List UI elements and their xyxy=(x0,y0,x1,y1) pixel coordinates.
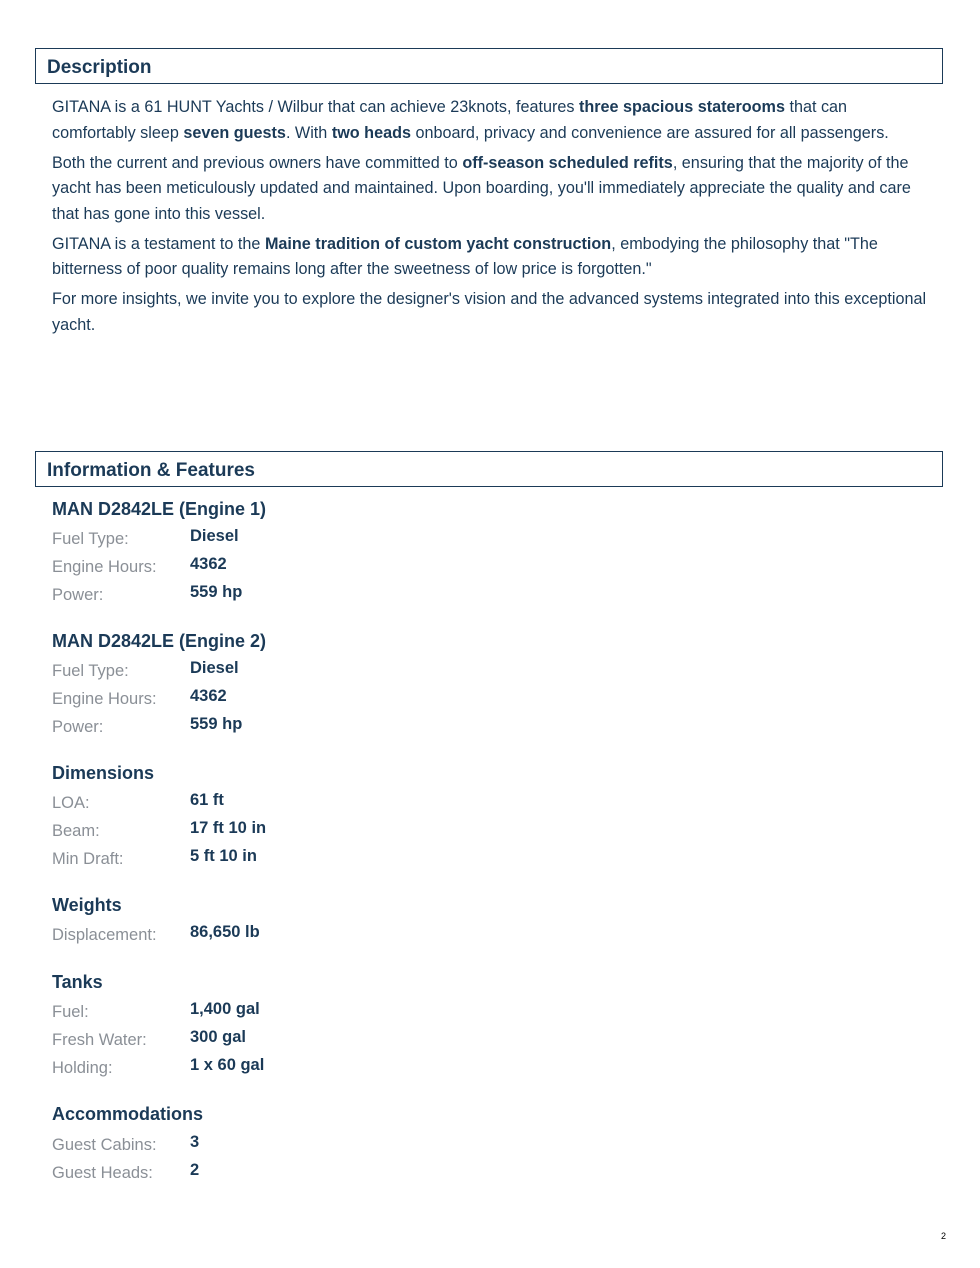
spec-value: 559 hp xyxy=(190,715,243,733)
accommodations-cabins-row xyxy=(52,1133,552,1161)
description-body xyxy=(52,95,932,343)
engine1-fuel-row xyxy=(52,527,552,555)
description-header xyxy=(35,48,943,84)
weights-displacement-row xyxy=(52,923,552,951)
spec-value: 4362 xyxy=(190,555,227,573)
spec-label: Engine Hours: xyxy=(52,558,157,576)
engine1-hours-row xyxy=(52,555,552,583)
text-run: GITANA is a testament to the xyxy=(52,234,265,253)
engine1-power-row xyxy=(52,583,552,611)
spec-value: 2 xyxy=(190,1161,200,1179)
dimensions-title: Dimensions xyxy=(52,763,155,783)
highlight-guests: seven guests xyxy=(183,123,286,142)
spec-label: LOA: xyxy=(52,794,90,812)
spec-value: Diesel xyxy=(190,659,239,677)
dimensions-loa-row xyxy=(52,791,552,819)
highlight-refits: off-season scheduled refits xyxy=(462,153,673,172)
text-run: Both the current and previous owners have committed to xyxy=(52,153,463,172)
weights-title: Weights xyxy=(52,895,122,915)
spec-label: Power: xyxy=(52,586,104,604)
page-number: 2 xyxy=(941,1231,947,1241)
text-run: GITANA is a 61 HUNT Yachts / Wilbur that can achieve 23knots, features xyxy=(52,98,579,116)
text-run: . With xyxy=(285,123,332,142)
tanks-holding-row xyxy=(52,1056,552,1084)
description-paragraph-1 xyxy=(52,95,932,146)
text-run: , embodying the philosophy that "The bitterness of poor quality remains long after the sweetness of low price is forgotten." xyxy=(52,234,878,278)
spec-label: Fresh Water: xyxy=(52,1031,147,1049)
description-paragraph-2 xyxy=(52,151,932,228)
tanks-water-row xyxy=(52,1028,552,1056)
spec-value: 86,650 lb xyxy=(190,923,260,941)
highlight-tradition: Maine tradition of custom yacht construction xyxy=(264,234,612,253)
spec-label: Min Draft: xyxy=(52,850,124,868)
spec-label: Beam: xyxy=(52,822,100,840)
spec-label: Guest Cabins: xyxy=(52,1136,157,1154)
dimensions-beam-row xyxy=(52,819,552,847)
highlight-heads: two heads xyxy=(331,123,411,142)
spec-value: 559 hp xyxy=(190,583,243,601)
spec-value: Diesel xyxy=(190,527,239,545)
spec-value: 1,400 gal xyxy=(190,1000,260,1018)
spec-label: Guest Heads: xyxy=(52,1164,153,1182)
spec-label: Fuel Type: xyxy=(52,530,129,548)
tanks-fuel-row xyxy=(52,1000,552,1028)
spec-value: 3 xyxy=(190,1133,200,1151)
accommodations-title: Accommodations xyxy=(52,1104,204,1124)
spec-value: 17 ft 10 in xyxy=(190,819,267,837)
spec-label: Fuel: xyxy=(52,1003,89,1021)
spec-label: Displacement: xyxy=(52,926,157,944)
description-title: Description xyxy=(47,57,152,78)
spec-label: Fuel Type: xyxy=(52,662,129,680)
spec-value: 4362 xyxy=(190,687,227,705)
text-run: , ensuring that the majority of the yacht has been meticulously updated and maintained. Upon boarding, you'll immediately appreciate the quality and care that has gone into this vessel. xyxy=(52,153,911,223)
spec-label: Engine Hours: xyxy=(52,690,157,708)
tanks-title: Tanks xyxy=(52,972,103,992)
info-header xyxy=(35,451,943,487)
description-paragraph-4: For more insights, we invite you to explore the designer's vision and the advanced systems integrated into this exceptional yacht. xyxy=(52,290,927,334)
engine2-fuel-row xyxy=(52,659,552,687)
engine1-title: MAN D2842LE (Engine 1) xyxy=(52,499,267,519)
info-title: Information & Features xyxy=(47,460,255,481)
accommodations-heads-row xyxy=(52,1161,552,1189)
spec-value: 61 ft xyxy=(190,791,224,809)
spec-value: 300 gal xyxy=(190,1028,246,1046)
text-run: that can comfortably sleep xyxy=(52,98,848,142)
highlight-staterooms: three spacious staterooms xyxy=(578,98,785,116)
text-run: onboard, privacy and convenience are assured for all passengers. xyxy=(410,123,889,142)
engine2-hours-row xyxy=(52,687,552,715)
spec-value: 5 ft 10 in xyxy=(190,847,257,865)
engine2-power-row xyxy=(52,715,552,743)
spec-value: 1 x 60 gal xyxy=(190,1056,265,1074)
spec-label: Holding: xyxy=(52,1059,113,1077)
description-paragraph-3 xyxy=(52,232,932,283)
dimensions-draft-row xyxy=(52,847,552,875)
engine2-title: MAN D2842LE (Engine 2) xyxy=(52,631,267,651)
spec-label: Power: xyxy=(52,718,104,736)
